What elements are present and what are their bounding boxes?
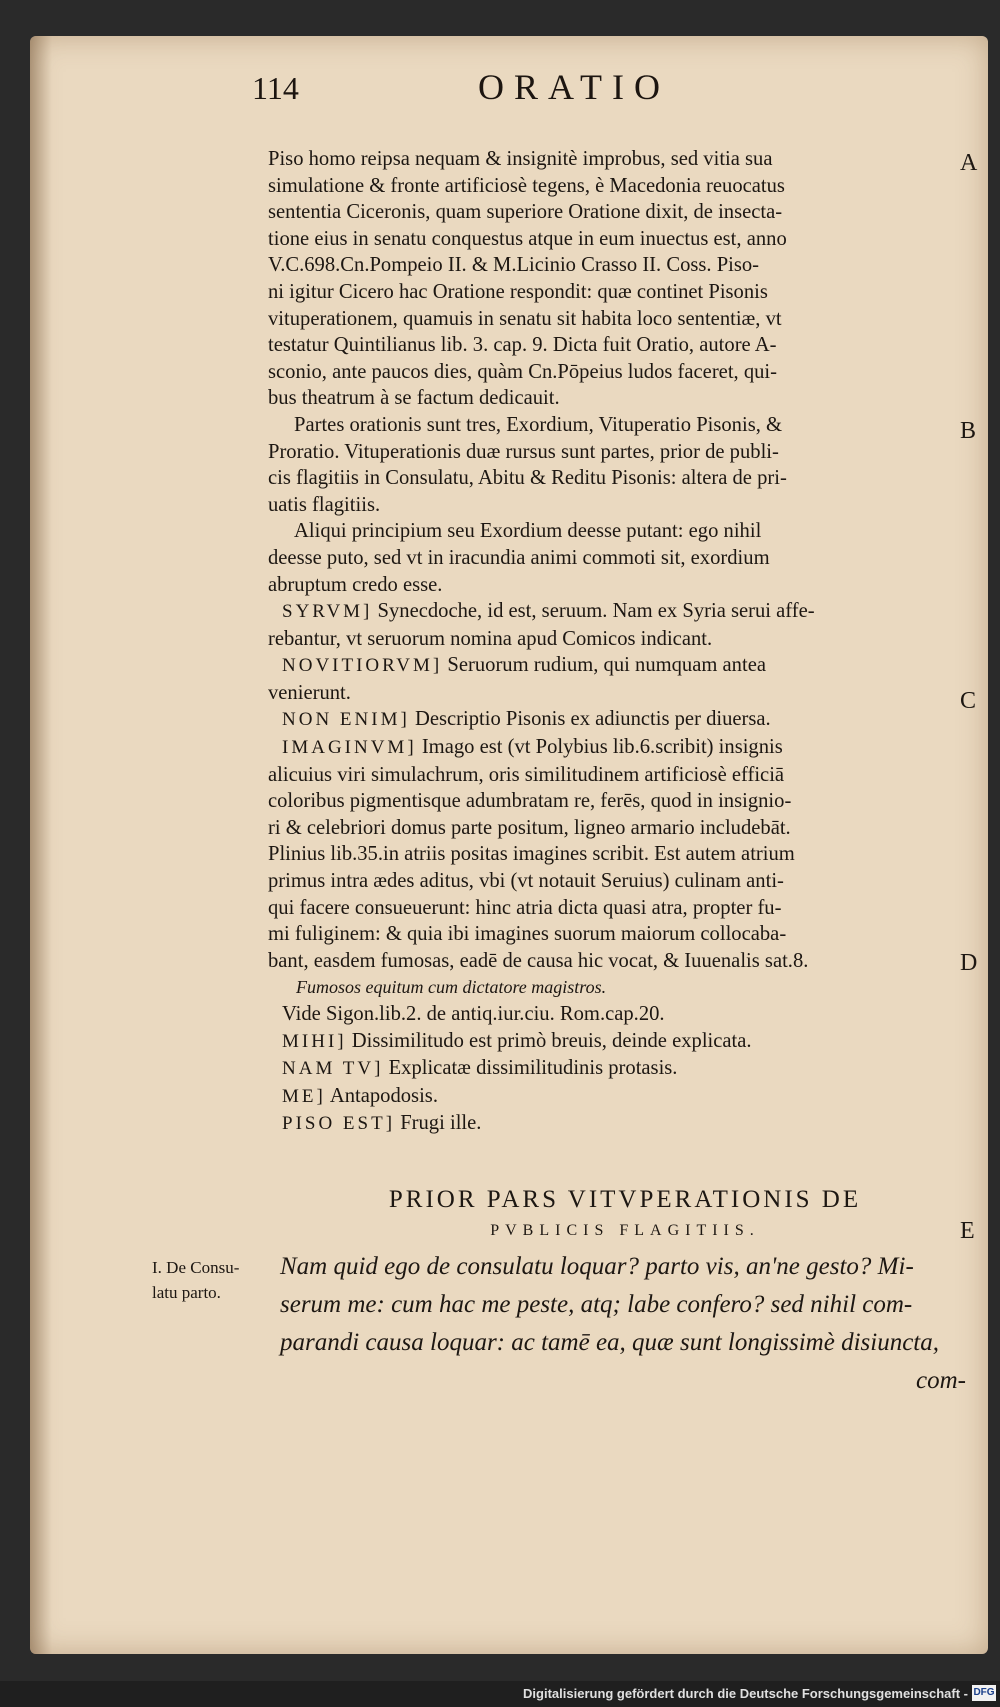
page-header [0, 66, 1000, 116]
lemma-word: PISO EST] [282, 1113, 396, 1135]
lemma-word: SYRVM] [282, 601, 373, 623]
text-line: Seruorum rudium, qui numquam antea [447, 654, 766, 677]
margin-letter-c: C [960, 688, 977, 714]
text-line: abruptum credo esse. [268, 573, 443, 596]
text-line: deesse puto, sed vt in iracundia animi commoti sit, exordium [268, 546, 770, 569]
digitization-footer [0, 1681, 1000, 1707]
marginal-note-line: latu parto. [152, 1283, 221, 1302]
text-line: Synecdoche, id est, seruum. Nam ex Syria serui affe- [377, 600, 815, 623]
section-heading-line1: PRIOR PARS VITVPERATIONIS DE [388, 1186, 862, 1213]
lemma-word: NON ENIM] [282, 709, 410, 731]
text-line: Piso homo reipsa nequam & insignitè improbus, sed vitia sua [268, 148, 773, 170]
text-line: Imago est (vt Polybius lib.6.scribit) insignis [421, 736, 783, 759]
lemma-mihi [268, 1028, 953, 1056]
text-line: Partes orationis sunt tres, Exordium, Vituperatio Pisonis, & [294, 413, 783, 436]
text-line: bant, easdem fumosas, eadē de causa hic vocat, & Iuuenalis sat.8. [268, 949, 809, 972]
section-heading-line2: PVBLICIS FLAGITIIS. [490, 1222, 760, 1239]
marginal-note-line: I. De Consu- [152, 1258, 240, 1277]
text-line: uatis flagitiis. [268, 493, 381, 516]
text-line: Frugi ille. [400, 1112, 482, 1135]
oration-line: Nam quid ego de consulatu loquar? parto vis, an'ne gesto? Mi- [280, 1253, 914, 1280]
text-line: primus intra ædes aditus, vbi (vt notauit Seruius) culinam anti- [268, 870, 784, 893]
running-title: ORATIO [478, 67, 670, 107]
text-line: Explicatæ dissimilitudinis protasis. [388, 1057, 678, 1080]
text-line: qui facere consueuerunt: hinc atria dicta quasi atra, propter fu- [268, 896, 782, 919]
margin-letter-e: E [960, 1218, 975, 1244]
footer-credit: Digitalisierung gefördert durch die Deutsche Forschungsgemeinschaft - [523, 1686, 968, 1701]
text-line: ri & celebriori domus parte positum, ligneo armario includebāt. [268, 816, 791, 839]
marginal-note [152, 1255, 282, 1305]
commentary-text [268, 146, 953, 1138]
page-binding-shadow [30, 36, 52, 1654]
juvenal-quote: Fumosos equitum cum dictatore magistros. [296, 977, 607, 998]
margin-letter-b: B [960, 418, 977, 444]
text-line: ni igitur Cicero hac Oratione respondit: quæ continet Pisonis [268, 280, 768, 303]
lemma-syrvm [268, 598, 953, 652]
text-line: sconio, ante paucos dies, quàm Cn.Pōpeius ludos faceret, qui- [268, 360, 778, 383]
text-line: tione eius in senatu conquestus atque in eum inuectus est, anno [268, 227, 787, 250]
text-line: rebantur, vt seruorum nomina apud Comicos indicant. [268, 627, 713, 650]
lemma-imaginvm [268, 734, 953, 974]
lemma-word: MIHI] [282, 1030, 347, 1052]
text-line: cis flagitiis in Consulatu, Abitu & Reditu Pisonis: altera de pri- [268, 467, 787, 490]
text-line: simulatione & fronte artificiosè tegens, è Macedonia reuocatus [268, 174, 785, 197]
lemma-word: NAM TV] [282, 1058, 384, 1080]
lemma-piso-est [268, 1110, 953, 1138]
margin-letter-d: D [960, 950, 978, 976]
text-line: coloribus pigmentisque adumbratam re, ferēs, quod in insignio- [268, 790, 792, 813]
section-heading [300, 1186, 950, 1240]
exordium-paragraph [268, 518, 953, 598]
lemma-word: IMAGINVM] [282, 737, 417, 759]
text-line: Proratio. Vituperationis duæ rursus sunt partes, prior de publi- [268, 440, 779, 463]
text-line: vituperationem, quamuis in senatu sit habita loco sententiæ, vt [268, 307, 782, 330]
text-line: Descriptio Pisonis ex adiunctis per diuersa. [414, 708, 771, 731]
text-line: Plinius lib.35.in atriis positas imagines scribit. Est autem atrium [268, 843, 795, 866]
reference-line: Vide Sigon.lib.2. de antiq.iur.ciu. Rom.cap.20. [282, 1003, 665, 1025]
text-line: alicuius viri simulachrum, oris similitudinem artificiosè efficiā [268, 763, 785, 786]
lemma-novitiorvm [268, 652, 953, 706]
oration-line: serum me: cum hac me peste, atq; labe confero? sed nihil com- [280, 1291, 913, 1318]
catchword: com- [916, 1367, 966, 1394]
text-line: mi fuliginem: & quia ibi imagines suorum maiorum collocaba- [268, 923, 787, 946]
text-line: V.C.698.Cn.Pompeio II. & M.Licinio Crasso II. Coss. Piso- [268, 254, 760, 277]
lemma-word: NOVITIORVM] [282, 655, 443, 677]
oration-text [280, 1248, 970, 1400]
oration-line: parandi causa loquar: ac tamē ea, quæ sunt longissimè disiuncta, [280, 1329, 939, 1356]
lemma-me [268, 1083, 953, 1111]
text-line: Aliqui principium seu Exordium deesse putant: ego nihil [294, 520, 762, 543]
lemma-word: ME] [282, 1085, 326, 1107]
argument-paragraph [268, 146, 953, 412]
text-line: testatur Quintilianus lib. 3. cap. 9. Dicta fuit Oratio, autore A- [268, 334, 777, 357]
text-line: venierunt. [268, 681, 351, 704]
partes-paragraph [268, 412, 953, 518]
page-number: 114 [252, 70, 299, 106]
lemma-non-enim [268, 706, 953, 734]
text-line: Dissimilitudo est primò breuis, deinde explicata. [351, 1029, 752, 1052]
lemma-nam-tv [268, 1055, 953, 1083]
text-line: bus theatrum à se factum dedicauit. [268, 387, 560, 410]
text-line: sententia Ciceronis, quam superiore Oratione dixit, de insecta- [268, 201, 783, 224]
text-line: Antapodosis. [329, 1084, 438, 1107]
dfg-logo-icon: DFG [972, 1685, 996, 1701]
margin-letter-a: A [960, 150, 978, 176]
